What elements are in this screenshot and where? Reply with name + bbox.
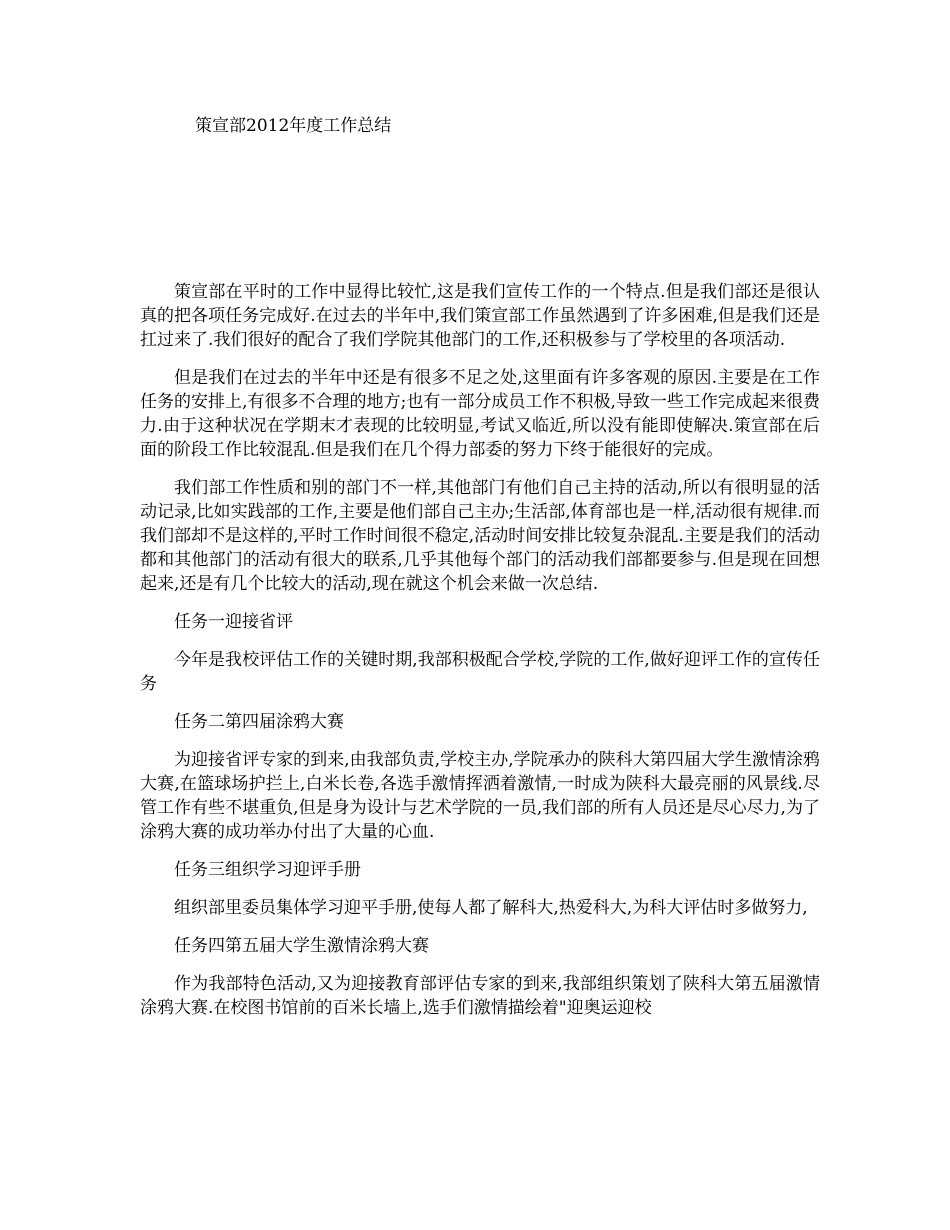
document-title: 策宣部2012年度工作总结 (195, 116, 392, 136)
task-paragraph-4: 作为我部特色活动,又为迎接教育部评估专家的到来,我部组织策划了陕科大第五届激情涂鸦大赛.在校图书馆前的百米长墙上,选手们激情描绘着"迎奥运迎校 (140, 974, 820, 1018)
task-paragraph-1: 今年是我校评估工作的关键时期,我部积极配合学校,学院的工作,做好迎评工作的宣传任务 (140, 650, 820, 694)
task-paragraph-2: 为迎接省评专家的到来,由我部负责,学校主办,学院承办的陕科大第四届大学生激情涂鸦大赛,在篮球场护拦上,白米长卷,各选手激情挥洒着激情,一时成为陕科大最亮丽的风景线.尽管工作有些不堪重负,但是身为设计与艺术学院的一员,我们部的所有人员还是尽心尽力,为了涂鸦大赛的成功举办付出了大量的心血. (140, 750, 820, 842)
document-body (140, 280, 820, 1034)
paragraph-shortcomings: 但是我们在过去的半年中还是有很多不足之处,这里面有许多客观的原因.主要是在工作任务的安排上,有很多不合理的地方;也有一部分成员工作不积极,导致一些工作完成起来很费力.由于这种状况在学期末才表现的比较明显,考试又临近,所以没有能即使解决.策宣部在后面的阶段工作比较混乱.但是我们在几个得力部委的努力下终于能很好的完成。 (140, 368, 820, 460)
task-paragraph-3: 组织部里委员集体学习迎平手册,使每人都了解科大,热爱科大,为科大评估时多做努力, (174, 898, 808, 918)
paragraph-intro: 策宣部在平时的工作中显得比较忙,这是我们宣传工作的一个特点.但是我们部还是很认真的把各项任务完成好.在过去的半年中,我们策宣部工作虽然遇到了许多困难,但是我们还是扛过来了.我们很好的配合了我们学院其他部门的工作,还积极参与了学校里的各项活动. (140, 282, 820, 350)
task-heading-1: 任务一迎接省评 (174, 612, 293, 632)
task-heading-4: 任务四第五届大学生激情涂鸦大赛 (174, 936, 429, 956)
paragraph-work-nature: 我们部工作性质和别的部门不一样,其他部门有他们自己主持的活动,所以有很明显的活动记录,比如实践部的工作,主要是他们部自己主办;生活部,体育部也是一样,活动很有规律.而我们部却不是这样的,平时工作时间很不稳定,活动时间安排比较复杂混乱.主要是我们的活动都和其他部门的活动有很大的联系,几乎其他每个部门的活动我们部都要参与.但是现在回想起来,还是有几个比较大的活动,现在就这个机会来做一次总结. (140, 478, 820, 594)
task-heading-2: 任务二第四届涂鸦大赛 (174, 712, 344, 732)
task-heading-3: 任务三组织学习迎评手册 (174, 860, 361, 880)
